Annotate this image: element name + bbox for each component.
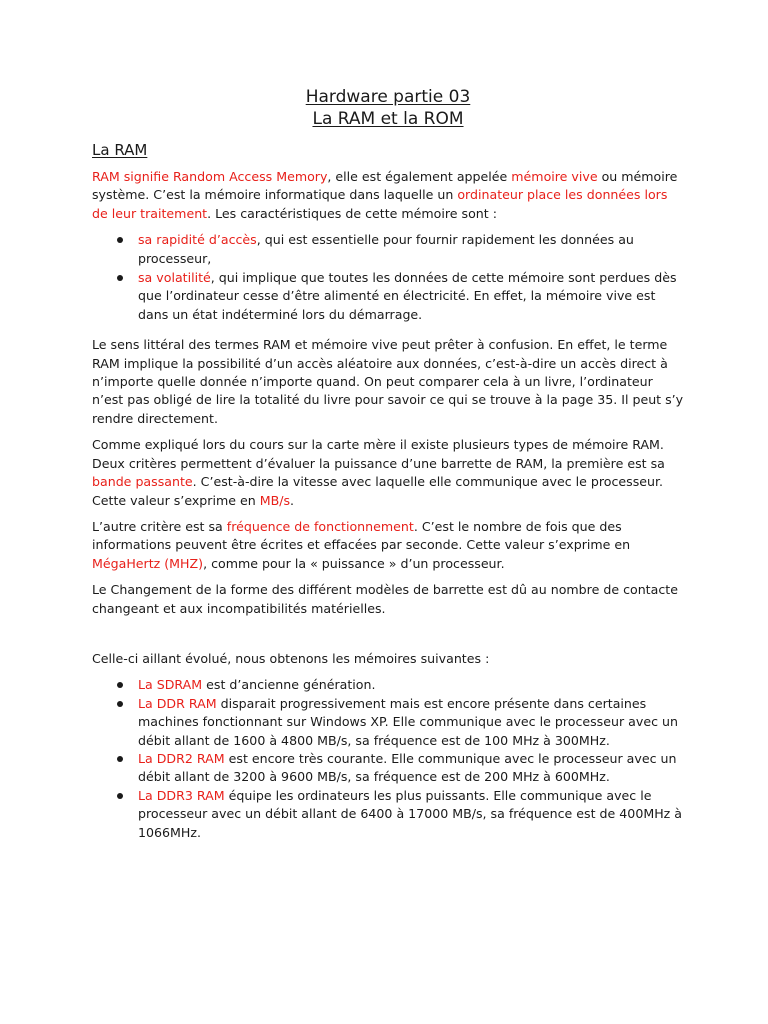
bullet-icon — [117, 682, 123, 688]
mhz-term: MégaHertz (MHZ) — [92, 555, 204, 571]
memory-types-list — [92, 676, 684, 842]
bullet-icon — [117, 275, 123, 281]
paragraph-sens-litteral: Le sens littéral des termes RAM et mémoire vive peut prêter à confusion. En effet, le terme RAM implique la possibilité d’un accès aléatoire aux données, c’est-à-dire un accès direct à n’importe quelle donnée n’importe quand. On peut comparer cela à un livre, l’ordinateur n’est pas obligé de lire la totalité du livre pour savoir ce qui se trouve à la page 35. Il peut s’y rendre directement. — [92, 337, 684, 426]
intro-text-1: , elle est également appelée — [327, 169, 512, 184]
paragraph-evolution: Celle-ci aillant évolué, nous obtenons les mémoires suivantes : — [92, 650, 490, 666]
bande-text-2: . C’est-à-dire la vitesse avec laquelle elle communique avec le processeur. Cette valeur s’exprime en — [92, 474, 664, 508]
intro-text-3: . Les caractéristiques de cette mémoire sont : — [207, 205, 497, 221]
characteristics-list — [92, 231, 684, 324]
mbs-term: MB/s — [259, 492, 291, 508]
frequence-term: fréquence de fonctionnement — [226, 518, 414, 534]
list-item — [138, 787, 684, 842]
list-item — [138, 750, 684, 787]
memory-type-text: équipe les ordinateurs les plus puissants. Elle communique avec le processeur avec un débit allant de 6400 à 17000 MB/s, sa fréquence est de 400MHz à 1066MHz. — [138, 787, 682, 840]
paragraph-changement: Le Changement de la forme des différent modèles de barrette est dû au nombre de contacte changeant et aux incompatibilités matérielles. — [92, 582, 678, 616]
intro-text-2: ou mémoire système. C’est la mémoire informatique dans laquelle un — [92, 169, 678, 203]
section-heading-ram: La RAM — [92, 141, 148, 159]
bullet-icon — [117, 701, 123, 707]
memory-type-text: est d’ancienne génération. — [202, 677, 376, 693]
document-title — [92, 86, 684, 130]
memory-type-label: La SDRAM — [138, 677, 203, 693]
intro-paragraph — [92, 168, 684, 223]
characteristic-text: , qui est essentielle pour fournir rapidement les données au processeur, — [138, 232, 634, 266]
bande-text-3: . — [290, 492, 295, 508]
title-line-1: Hardware partie 03 — [305, 87, 471, 107]
list-item — [138, 269, 684, 324]
ram-definition: RAM signifie Random Access Memory — [92, 169, 328, 184]
paragraph-frequence — [92, 518, 684, 573]
bullet-icon — [117, 756, 123, 762]
freq-text-1: L’autre critère est sa — [92, 518, 227, 534]
document-page — [92, 86, 684, 854]
bullet-icon — [117, 237, 123, 243]
freq-text-2: . C’est le nombre de fois que des informations peuvent être écrites et effacées par seconde. Cette valeur s’exprime en — [92, 518, 631, 553]
list-item — [138, 676, 684, 694]
paragraph-bande-passante — [92, 436, 684, 510]
spacer — [92, 626, 684, 650]
bande-text-1: Comme expliqué lors du cours sur la carte mère il existe plusieurs types de mémoire RAM. Deux critères permettent d’évaluer la puissance d’une barrette de RAM, la première est sa — [92, 437, 665, 471]
memory-type-label: La DDR RAM — [138, 695, 217, 711]
freq-text-3: , comme pour la « puissance » d’un processeur. — [203, 555, 505, 571]
memory-type-text: est encore très courante. Elle communique avec le processeur avec un débit allant de 3200 à 9600 MB/s, sa fréquence est de 200 MHz à 600MHz. — [138, 750, 677, 785]
ordinateur-place-term: ordinateur place les données lors de leur traitement — [92, 187, 668, 221]
characteristic-label: sa volatilité — [138, 270, 211, 286]
characteristic-text: , qui implique que toutes les données de cette mémoire sont perdues dès que l’ordinateur cesse d’être alimenté en électricité. En effet, la mémoire vive est dans un état indéterminé lors du démarrage. — [138, 270, 677, 322]
bullet-icon — [117, 793, 123, 799]
memory-type-text: disparait progressivement mais est encore présente dans certaines machines fonctionnant sur Windows XP. Elle communique avec le processeur avec un débit allant de 1600 à 4800 MB/s, sa fréquence est de 100 MHz à 300MHz. — [138, 695, 678, 748]
list-item — [138, 231, 684, 268]
bande-passante-term: bande passante — [92, 474, 193, 490]
memoire-vive-term: mémoire vive — [511, 169, 598, 184]
memory-type-label: La DDR3 RAM — [138, 787, 225, 803]
characteristic-label: sa rapidité d’accès — [138, 232, 257, 248]
memory-type-label: La DDR2 RAM — [138, 750, 225, 766]
title-line-2: La RAM et la ROM — [312, 109, 464, 129]
list-item — [138, 695, 684, 750]
